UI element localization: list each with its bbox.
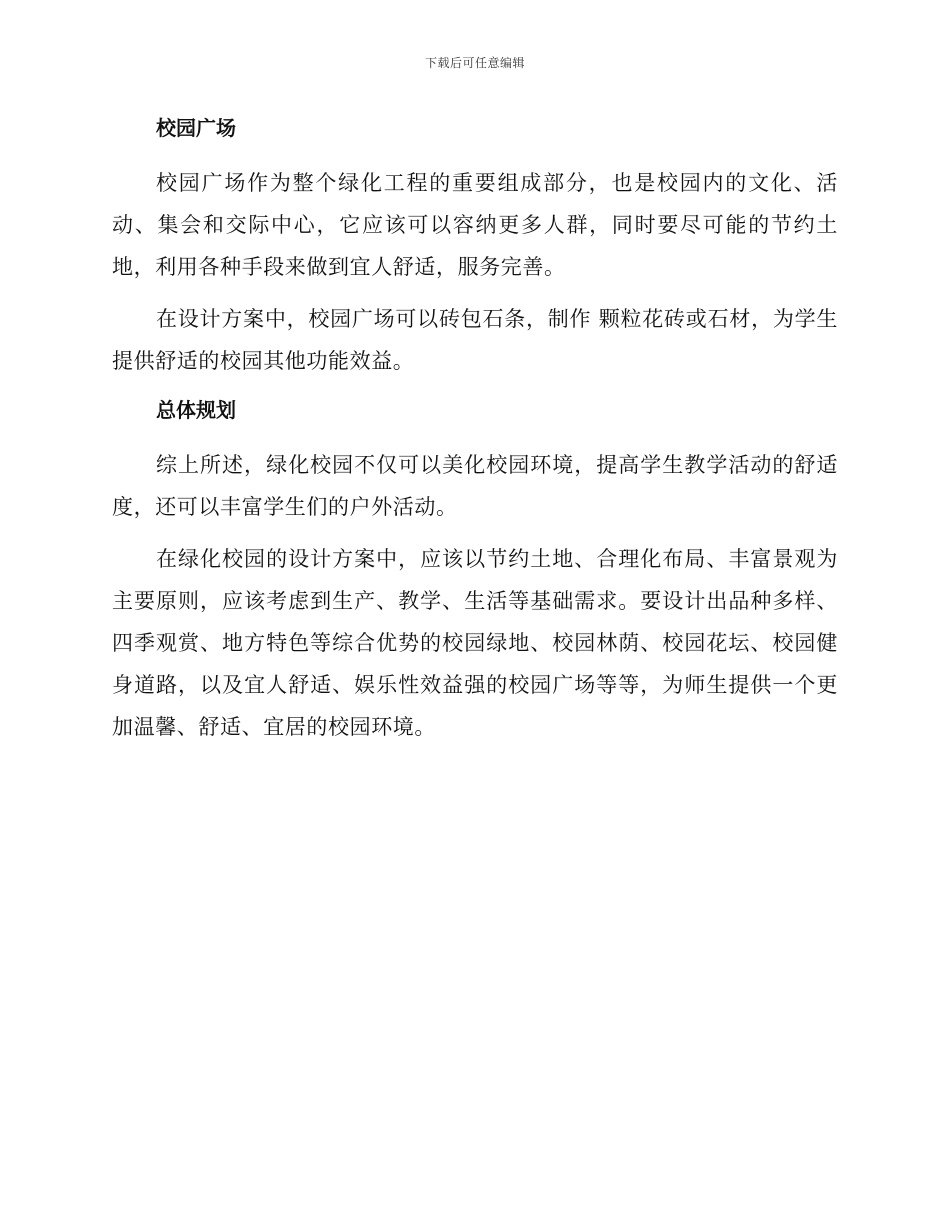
section-title-plaza: 校园广场 (156, 116, 236, 140)
section-title-overall-planning: 总体规划 (156, 398, 236, 422)
paragraph: 综上所述，绿化校园不仅可以美化校园环境，提高学生教学活动的舒适度，还可以丰富学生们的户外活动。 (112, 453, 838, 519)
header-note: 下载后可任意编辑 (424, 56, 525, 70)
paragraph: 在绿化校园的设计方案中，应该以节约土地、合理化布局、丰富景观为主要原则，应该考虑到生产、教学、生活等基础需求。要设计出品种多样、四季观赏、地方特色等综合优势的校园绿地、校园林荫、校园花坛、校园健身道路，以及宜人舒适、娱乐性效益强的校园广场等等，为师生提供一个更加温馨、舒适、宜居的校园环境。 (112, 547, 838, 739)
paragraph: 校园广场作为整个绿化工程的重要组成部分，也是校园内的文化、活动、集会和交际中心，它应该可以容纳更多人群，同时要尽可能的节约土地，利用各种手段来做到宜人舒适，服务完善。 (112, 171, 838, 279)
document-body (112, 112, 838, 748)
paragraph: 在设计方案中，校园广场可以砖包石条，制作 颗粒花砖或石材，为学生提供舒适的校园其他功能效益。 (112, 307, 838, 373)
